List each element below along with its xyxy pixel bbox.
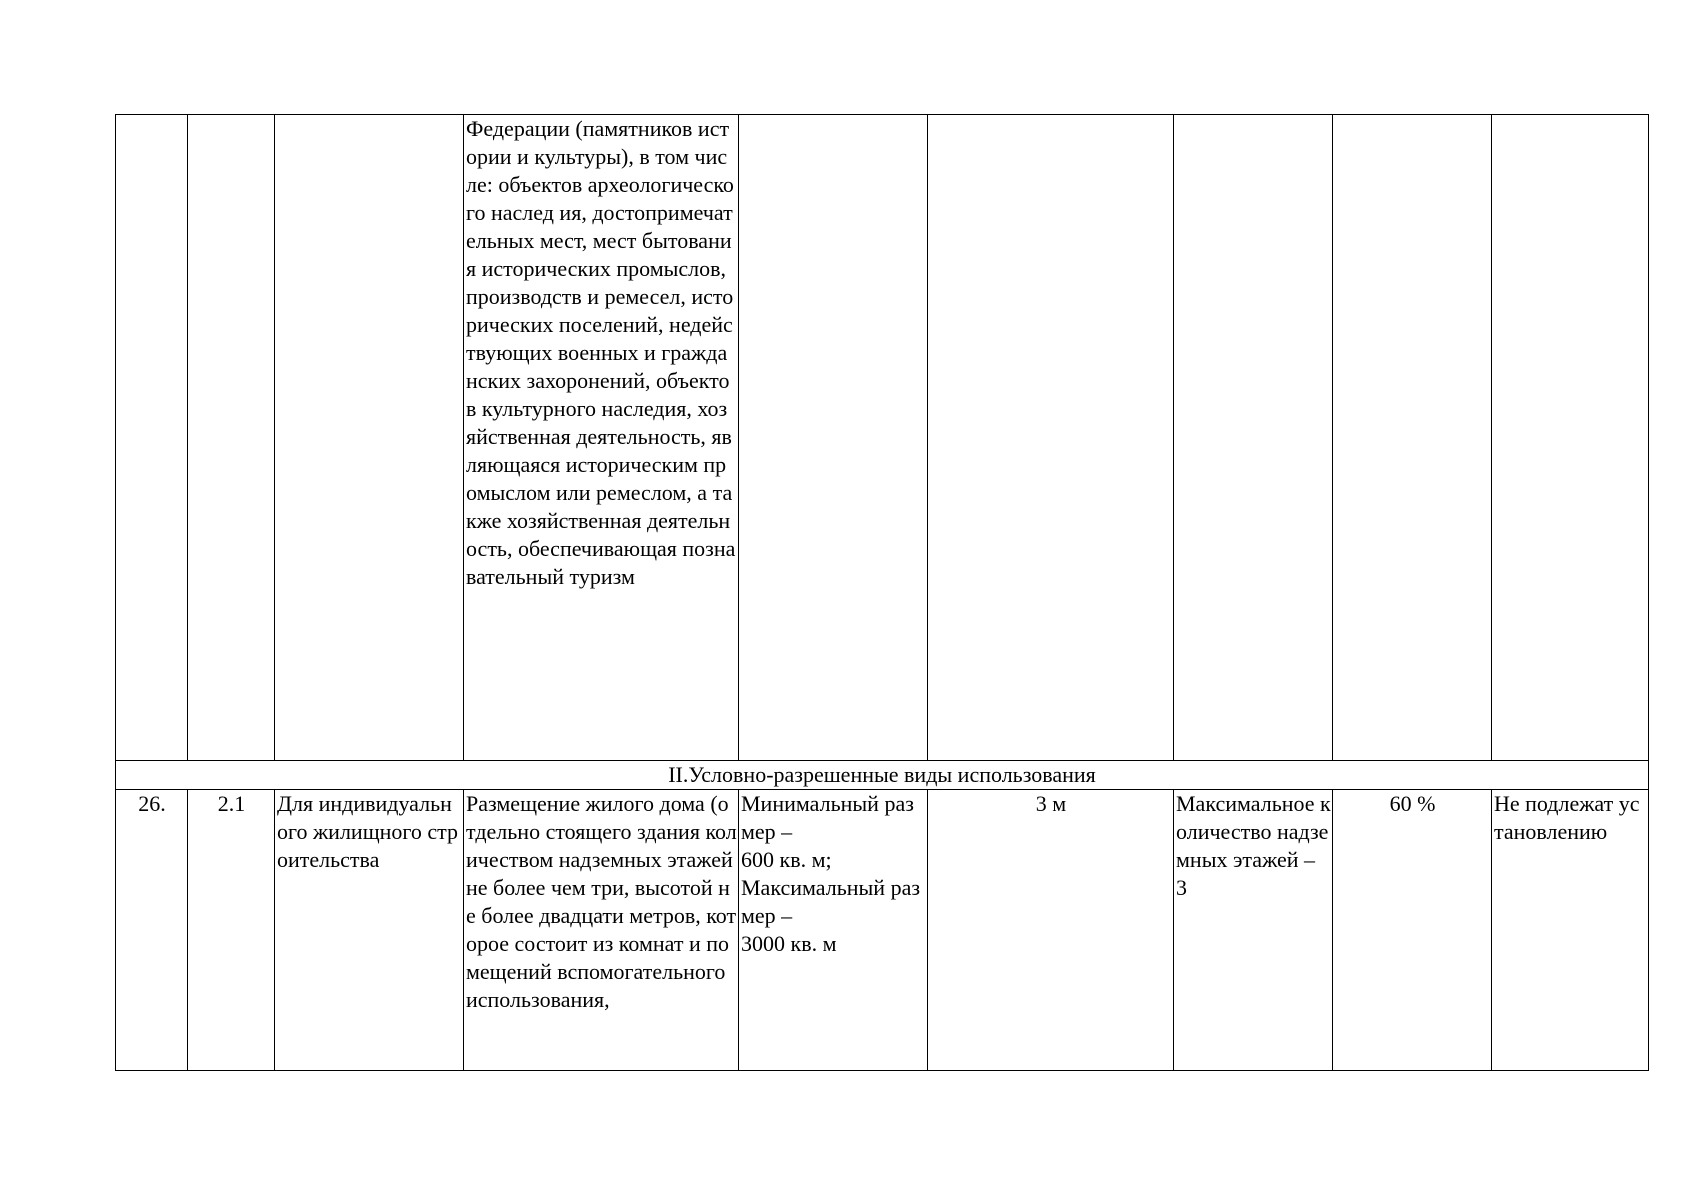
table-cell xyxy=(739,115,928,761)
permitted-use-description: Федерации (памятников истории и культуры), в том числе: объектов археологического наслед ия, достопримечательных мест, мест бытования исторических промыслов, производств и ремесел, исторических поселений, недействующих военных и гражданских захоронений, объектов культурного наследия, хозяйственная деятельность, являющаяся историческим промыслом или ремеслом, а также хозяйственная деятельность, обеспечивающая познавательный туризм xyxy=(464,115,739,761)
floors-limit: Максимальное количество надземных этажей – 3 xyxy=(1174,790,1333,1071)
row-number: 26. xyxy=(116,790,188,1071)
regulations-table xyxy=(115,114,1649,1071)
table-row xyxy=(116,115,1649,761)
table-cell xyxy=(928,115,1174,761)
table-cell xyxy=(1492,115,1649,761)
plot-size: Минимальный размер – 600 кв. м; Максимальный размер – 3000 кв. м xyxy=(739,790,928,1071)
other-parameters: Не подлежат установлению xyxy=(1492,790,1649,1071)
use-code: 2.1 xyxy=(188,790,275,1071)
coverage-percent: 60 % xyxy=(1333,790,1492,1071)
table-cell xyxy=(1174,115,1333,761)
section-header-row xyxy=(116,761,1649,790)
table-cell xyxy=(1333,115,1492,761)
table-cell xyxy=(275,115,464,761)
table-cell xyxy=(188,115,275,761)
use-name: Для индивидуального жилищного строительства xyxy=(275,790,464,1071)
use-description: Размещение жилого дома (отдельно стоящего здания количеством надземных этажей не более чем три, высотой не более двадцати метров, которое состоит из комнат и помещений вспомогательного использования, xyxy=(464,790,739,1071)
section-header: II.Условно-разрешенные виды использования xyxy=(116,761,1649,790)
table-cell xyxy=(116,115,188,761)
table-row xyxy=(116,790,1649,1071)
setback: 3 м xyxy=(928,790,1174,1071)
